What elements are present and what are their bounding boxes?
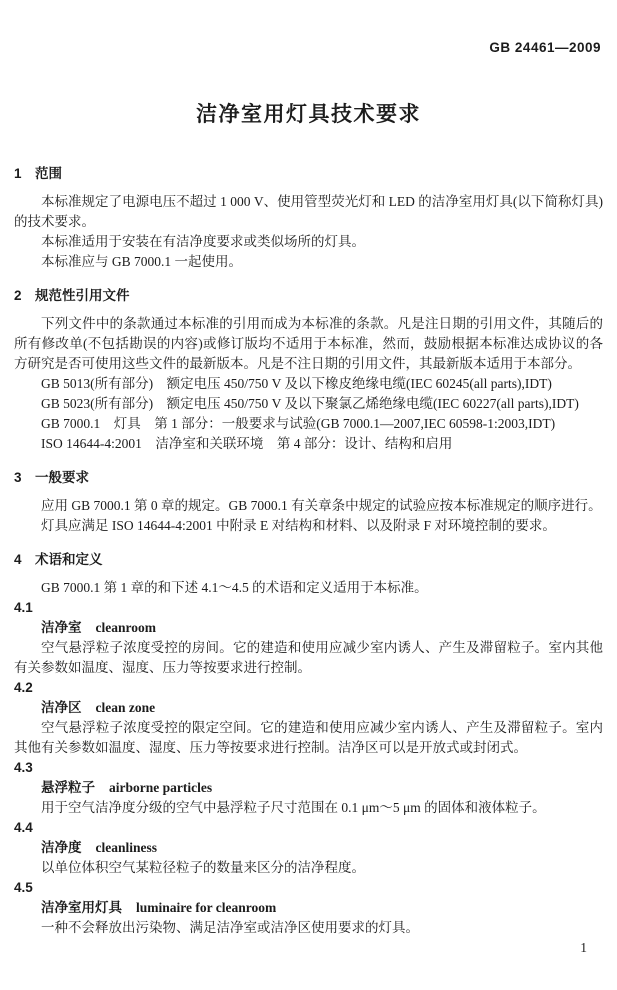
term-definition: 空气悬浮粒子浓度受控的房间。它的建造和使用应减少室内诱人、产生及滞留粒子。室内其他有关参数如温度、湿度、压力等按要求进行控制。 xyxy=(14,640,603,675)
term-block xyxy=(14,758,603,818)
term-block xyxy=(14,878,603,938)
general-requirements-paragraph-1: 应用 GB 7000.1 第 0 章的规定。GB 7000.1 有关章条中规定的试验应按本标准规定的顺序进行。 xyxy=(41,498,602,513)
section-label: 范围 xyxy=(35,166,63,181)
standard-number: GB 24461—2009 xyxy=(489,40,601,55)
term-title xyxy=(14,898,603,918)
section-number: 3 xyxy=(14,470,22,485)
scope-paragraph-3: 本标准应与 GB 7000.1 一起使用。 xyxy=(41,254,243,269)
term-english: cleanroom xyxy=(95,620,156,635)
term-number: 4.1 xyxy=(14,600,33,615)
page-number: 1 xyxy=(580,940,587,955)
terms-intro: GB 7000.1 第 1 章的和下述 4.1～4.5 的术语和定义适用于本标准。 xyxy=(41,580,428,595)
term-english: clean zone xyxy=(95,700,156,715)
term-english: luminaire for cleanroom xyxy=(136,900,277,915)
term-title xyxy=(14,838,603,858)
term-block xyxy=(14,678,603,758)
section-2-heading xyxy=(14,286,603,306)
reference-item: GB 5013(所有部分) 额定电压 450/750 V 及以下橡皮绝缘电缆(IEC 60245(all parts),IDT) xyxy=(41,376,552,391)
reference-item: GB 5023(所有部分) 额定电压 450/750 V 及以下聚氯乙烯绝缘电缆(IEC 60227(all parts),IDT) xyxy=(41,396,579,411)
section-number: 4 xyxy=(14,552,22,567)
term-english: airborne particles xyxy=(109,780,213,795)
term-chinese: 悬浮粒子 xyxy=(41,780,95,795)
term-block xyxy=(14,818,603,878)
section-number: 2 xyxy=(14,288,22,303)
term-definition: 以单位体积空气某粒径粒子的数量来区分的洁净程度。 xyxy=(41,860,365,875)
section-label: 规范性引用文件 xyxy=(35,288,130,303)
term-number: 4.2 xyxy=(14,680,33,695)
reference-item: ISO 14644-4:2001 洁净室和关联环境 第 4 部分：设计、结构和启用 xyxy=(41,436,453,451)
term-chinese: 洁净室用灯具 xyxy=(41,900,122,915)
term-definition: 空气悬浮粒子浓度受控的限定空间。它的建造和使用应减少室内诱人、产生及滞留粒子。室内其他有关参数如温度、湿度、压力等按要求进行控制。洁净区可以是开放式或封闭式。 xyxy=(14,720,603,755)
document-title: 洁净室用灯具技术要求 xyxy=(196,103,421,126)
term-title xyxy=(14,698,603,718)
section-4-heading xyxy=(14,550,603,570)
term-chinese: 洁净度 xyxy=(41,840,82,855)
term-definition: 用于空气洁净度分级的空气中悬浮粒子尺寸范围在 0.1 μm～5 μm 的固体和液体粒子。 xyxy=(41,800,546,815)
reference-item: GB 7000.1 灯具 第 1 部分：一般要求与试验(GB 7000.1—2007,IEC 60598-1:2003,IDT) xyxy=(41,416,556,431)
normative-references-intro: 下列文件中的条款通过本标准的引用而成为本标准的条款。凡是注日期的引用文件，其随后的所有修改单(不包括勘误的内容)或修订版均不适用于本标准，然而，鼓励根据本标准达成协议的各方研究是否可使用这些文件的最新版本。凡是不注日期的引用文件，其最新版本适用于本部分。 xyxy=(14,316,603,371)
scope-paragraph-2: 本标准适用于安装在有洁净度要求或类似场所的灯具。 xyxy=(41,234,365,249)
term-definition: 一种不会释放出污染物、满足洁净室或洁净区使用要求的灯具。 xyxy=(41,920,419,935)
term-block xyxy=(14,598,603,678)
term-chinese: 洁净区 xyxy=(41,700,82,715)
term-chinese: 洁净室 xyxy=(41,620,82,635)
term-title xyxy=(14,778,603,798)
term-title xyxy=(14,618,603,638)
section-1-heading xyxy=(14,164,603,184)
term-number: 4.5 xyxy=(14,880,33,895)
section-3-heading xyxy=(14,468,603,488)
section-label: 术语和定义 xyxy=(35,552,103,567)
general-requirements-paragraph-2: 灯具应满足 ISO 14644-4:2001 中附录 E 对结构和材料、以及附录 F 对环境控制的要求。 xyxy=(41,518,556,533)
term-number: 4.3 xyxy=(14,760,33,775)
scope-paragraph-1: 本标准规定了电源电压不超过 1 000 V、使用管型荧光灯和 LED 的洁净室用灯具(以下简称灯具)的技术要求。 xyxy=(14,194,603,229)
section-number: 1 xyxy=(14,166,22,181)
term-number: 4.4 xyxy=(14,820,33,835)
term-english: cleanliness xyxy=(95,840,158,855)
section-label: 一般要求 xyxy=(35,470,90,485)
